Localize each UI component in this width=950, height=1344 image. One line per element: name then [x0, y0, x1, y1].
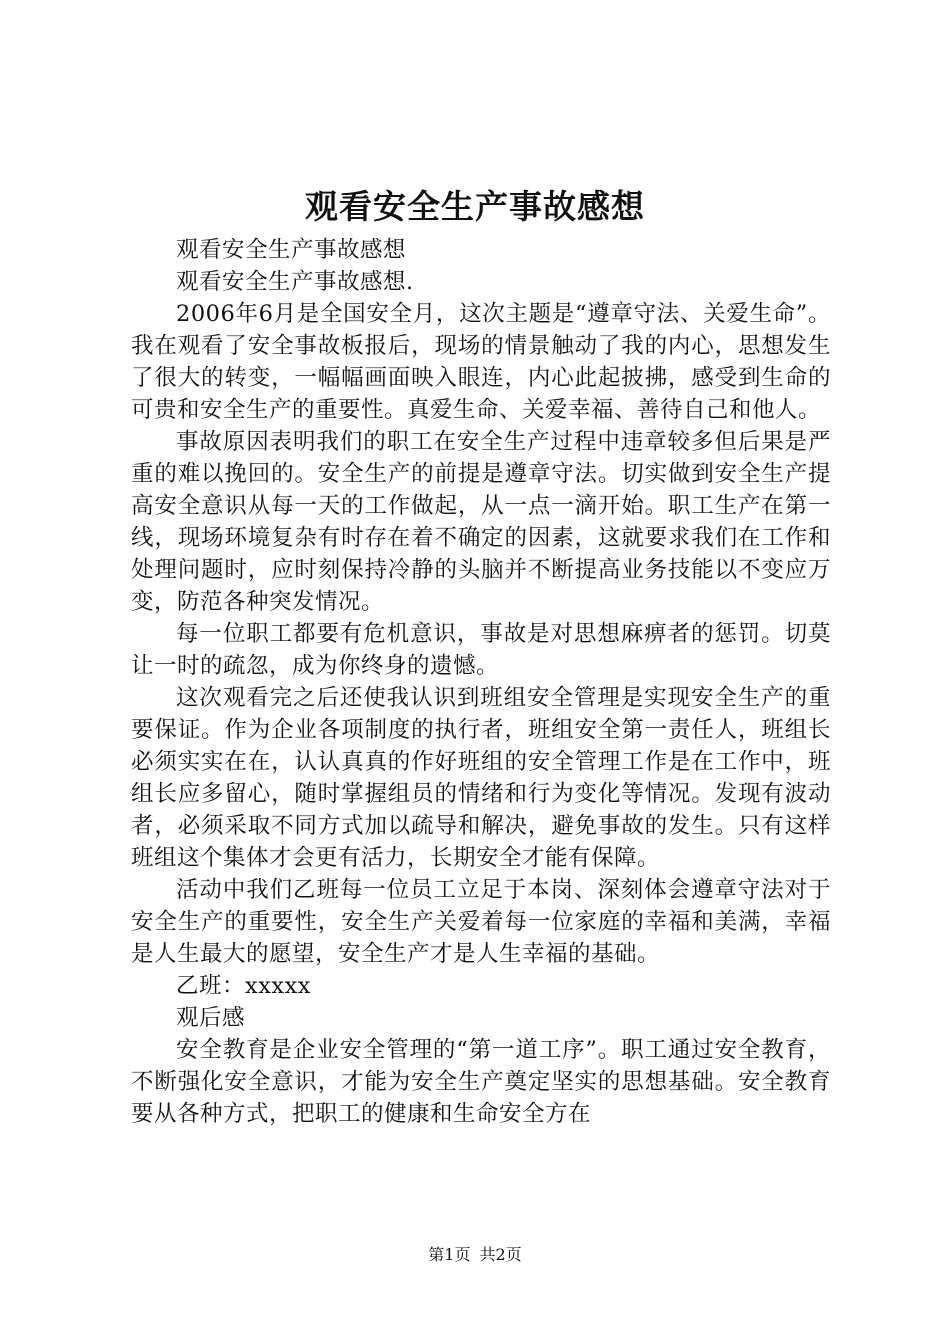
paragraph: 观看安全生产事故感想 — [176, 237, 407, 263]
page-number: 第1页 — [428, 1245, 471, 1264]
page-total: 共2页 — [479, 1245, 522, 1264]
document-title: 观看安全生产事故感想 — [305, 187, 645, 226]
paragraph: 事故原因表明我们的职工在安全生产过程中违章较多但后果是严重的难以挽回的。安全生产的前提是遵章守法。切实做到安全生产提高安全意识从每一天的工作做起，从一点一滴开始。职工生产在第一线，现场环境复杂有时存在着不确定的因素，这就要求我们在工作和处理问题时，应时刻保持冷静的头脑并不断提高业务技能以不变应万变，防范各种突发情况。 — [131, 429, 831, 615]
section-heading: 观后感 — [176, 1005, 246, 1031]
paragraph: 安全教育是企业安全管理的“第一道工序”。职工通过安全教育，不断强化安全意识，才能为安全生产奠定坚实的思想基础。安全教育要从各种方式，把职工的健康和生命安全方在 — [131, 1037, 831, 1127]
paragraph: 活动中我们乙班每一位员工立足于本岗、深刻体会遵章守法对于安全生产的重要性，安全生产关爱着每一位家庭的幸福和美满，幸福是人生最大的愿望，安全生产才是人生幸福的基础。 — [131, 877, 831, 967]
paragraph: 2006年6月是全国安全月，这次主题是“遵章守法、关爱生命”。我在观看了安全事故板报后，现场的情景触动了我的内心，思想发生了很大的转变，一幅幅画面映入眼连，内心此起披拂，感受到生命的可贵和安全生产的重要性。真爱生命、关爱幸福、善待自己和他人。 — [131, 301, 831, 423]
paragraph: 这次观看完之后还使我认识到班组安全管理是实现安全生产的重要保证。作为企业各项制度的执行者，班组安全第一责任人，班组长必须实实在在，认认真真的作好班组的安全管理工作是在工作中，班组长应多留心，随时掌握组员的情绪和行为变化等情况。发现有波动者，必须采取不同方式加以疏导和解决，避免事故的发生。只有这样班组这个集体才会更有活力，长期安全才能有保障。 — [131, 685, 831, 871]
document-body — [131, 234, 831, 1130]
paragraph: 每一位职工都要有危机意识，事故是对思想麻痹者的惩罚。切莫让一时的疏忽，成为你终身的遗憾。 — [131, 621, 831, 679]
page-footer — [0, 1244, 950, 1266]
signature-line: 乙班：xxxxx — [176, 973, 311, 999]
paragraph: 观看安全生产事故感想. — [176, 269, 414, 295]
